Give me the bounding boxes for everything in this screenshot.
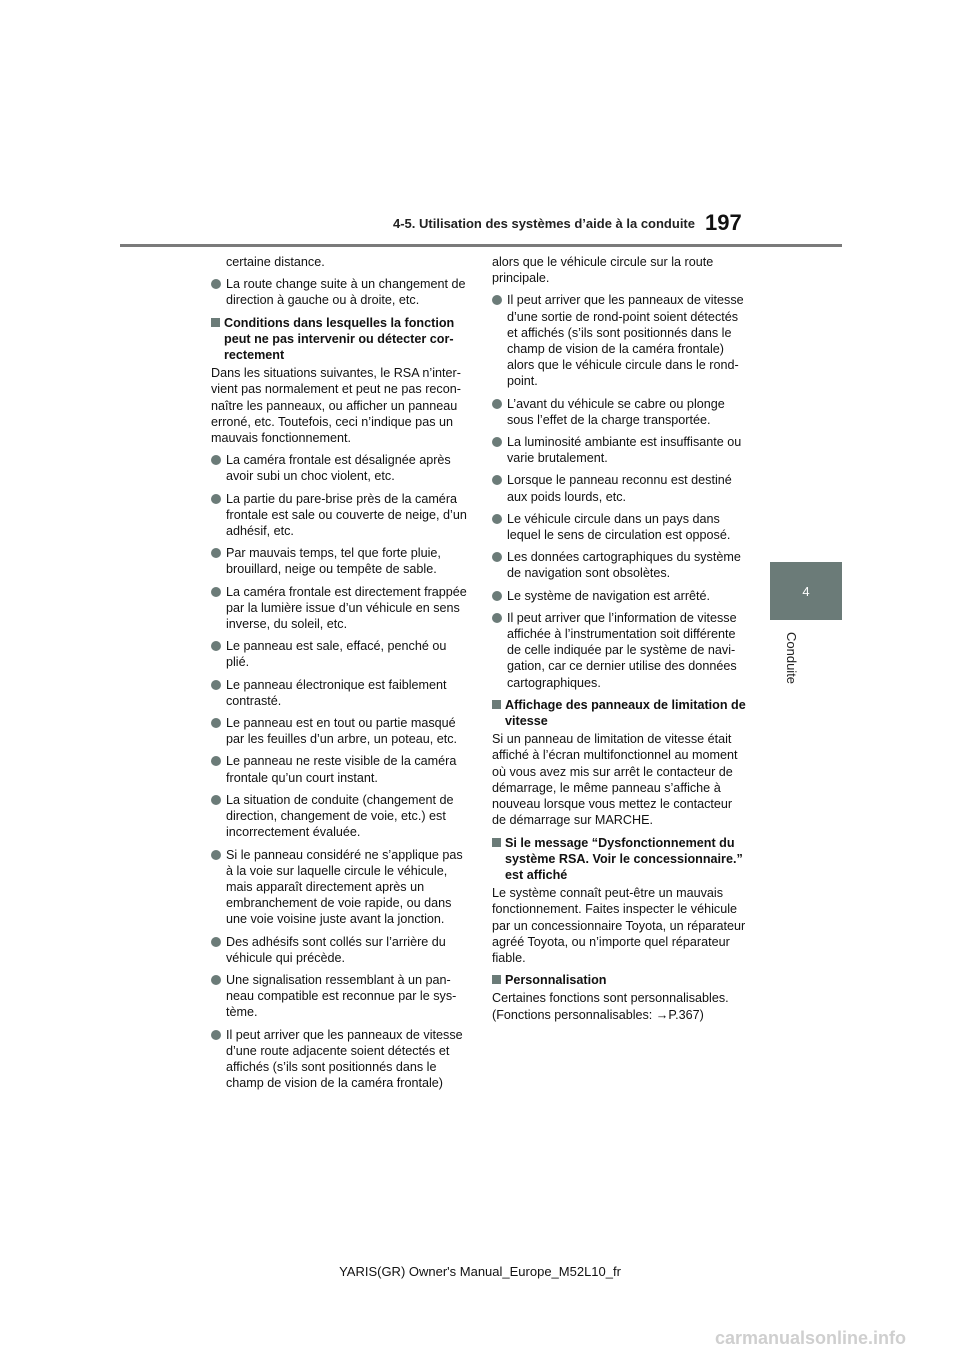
bullet-icon <box>492 475 502 485</box>
list-item: Le système de navigation est arrêté. <box>492 588 748 604</box>
list-item: Le véhicule circule dans un pays dans lequel le sens de circulation est opposé. <box>492 511 748 543</box>
bullet-icon <box>492 552 502 562</box>
list-item: Des adhésifs sont collés sur l’arrière du véhicule qui précède. <box>211 934 467 966</box>
list-item: La luminosité ambiante est insuffisante ou varie brutalement. <box>492 434 748 466</box>
bullet-icon <box>211 937 221 947</box>
list-item: La partie du pare-brise près de la caméra frontale est sale ou couverte de neige, d’un adhésif, etc. <box>211 491 467 540</box>
bullet-icon <box>211 587 221 597</box>
square-bullet-icon <box>492 700 501 709</box>
bullet-icon <box>211 494 221 504</box>
paragraph: Le système connaît peut-être un mauvais fonctionnement. Faites inspecter le véhicule par un concessionnaire Toyota, un réparateur agréé Toyota, ou n’importe quel réparateur fiable. <box>492 886 746 965</box>
section-heading: Personnalisation <box>492 972 748 988</box>
list-item: L’avant du véhicule se cabre ou plonge sous l’effet de la charge transportée. <box>492 396 748 428</box>
header-rule <box>120 244 842 247</box>
list-item: Une signalisation ressemblant à un pan- neau compatible est reconnue par le sys- tème. <box>211 972 467 1021</box>
continuation-text: alors que le véhicule circule sur la route principale. <box>492 255 714 286</box>
list-item: Les données cartographiques du système de navigation sont obsolètes. <box>492 549 748 581</box>
bullet-icon <box>211 680 221 690</box>
bullet-icon <box>211 1030 221 1040</box>
list-item: La route change suite à un changement de direction à gauche ou à droite, etc. <box>211 276 467 308</box>
list-item: La situation de conduite (changement de direction, changement de voie, etc.) est incorrectement évaluée. <box>211 792 467 841</box>
bullet-icon <box>492 613 502 623</box>
left-column <box>211 254 467 1097</box>
bullet-icon <box>211 975 221 985</box>
list-item: Il peut arriver que les panneaux de vitesse d’une sortie de rond-point soient détectés et affichés (s’ils sont positionnés dans le champ de vision de la caméra frontale) alors que le véhicule circule dans le rond- point. <box>492 292 748 389</box>
continuation-text: certaine distance. <box>226 255 325 269</box>
watermark: carmanualsonline.info <box>715 1328 907 1348</box>
chapter-label: Conduite <box>784 632 799 685</box>
list-item: Lorsque le panneau reconnu est destiné aux poids lourds, etc. <box>492 472 748 504</box>
list-item: La caméra frontale est directement frappée par la lumière issue d’un véhicule en sens inverse, du soleil, etc. <box>211 584 467 633</box>
square-bullet-icon <box>492 975 501 984</box>
list-item: La caméra frontale est désalignée après avoir subi un choc violent, etc. <box>211 452 467 484</box>
chapter-number: 4 <box>802 583 810 599</box>
section-heading: Si le message “Dysfonctionnement du système RSA. Voir le concessionnaire.” est affiché <box>492 835 748 884</box>
section-title: 4-5. Utilisation des systèmes d’aide à la conduite <box>393 216 695 231</box>
bullet-icon <box>211 795 221 805</box>
right-column <box>492 254 748 1029</box>
bullet-icon <box>492 399 502 409</box>
bullet-icon <box>492 295 502 305</box>
bullet-icon <box>211 756 221 766</box>
bullet-icon <box>211 279 221 289</box>
bullet-icon <box>492 437 502 447</box>
list-item: Le panneau électronique est faiblement contrasté. <box>211 677 467 709</box>
list-item: Par mauvais temps, tel que forte pluie, brouillard, neige ou tempête de sable. <box>211 545 467 577</box>
page-number: 197 <box>705 210 742 235</box>
list-item: Si le panneau considéré ne s’applique pas à la voie sur laquelle circule le véhicule, mais apparaît directement après un embranchement de voie rapide, ou dans une voie voisine juste avant la jonction. <box>211 847 467 928</box>
bullet-icon <box>492 591 502 601</box>
bullet-icon <box>211 455 221 465</box>
bullet-icon <box>211 548 221 558</box>
footer-manual-id: YARIS(GR) Owner's Manual_Europe_M52L10_fr <box>339 1264 621 1279</box>
list-item: Le panneau est sale, effacé, penché ou plié. <box>211 638 467 670</box>
list-item: Le panneau ne reste visible de la caméra frontale qu’un court instant. <box>211 753 467 785</box>
chapter-tab <box>770 562 842 620</box>
paragraph: Dans les situations suivantes, le RSA n’inter- vient pas normalement et peut ne pas recon- naître les panneaux, ou afficher un panneau erroné, etc. Toutefois, ceci n’indique pas un mauvais fonctionnement. <box>211 366 461 446</box>
bullet-icon <box>211 718 221 728</box>
list-item: Il peut arriver que les panneaux de vitesse d’une route adjacente soient détectés et affichés (s’ils sont positionnés dans le champ de vision de la caméra frontale) <box>211 1027 467 1092</box>
bullet-icon <box>211 850 221 860</box>
list-item: Le panneau est en tout ou partie masqué par les feuilles d’un arbre, un poteau, etc. <box>211 715 467 747</box>
section-heading: Conditions dans lesquelles la fonction peut ne pas intervenir ou détecter cor- rectement <box>211 315 467 364</box>
paragraph: Certaines fonctions sont personnalisables. (Fonctions personnalisables: →P.367) <box>492 991 729 1022</box>
bullet-icon <box>492 514 502 524</box>
bullet-icon <box>211 641 221 651</box>
square-bullet-icon <box>492 838 501 847</box>
square-bullet-icon <box>211 318 220 327</box>
list-item: Il peut arriver que l’information de vitesse affichée à l’instrumentation soit différente de celle indiquée par le système de navi- gation, car ce dernier utilise des données cartographiques. <box>492 610 748 691</box>
section-heading: Affichage des panneaux de limitation de vitesse <box>492 697 748 729</box>
paragraph: Si un panneau de limitation de vitesse était affiché à l’écran multifonctionnel au moment où vous avez mis sur arrêt le contacteur de démarrage, le même panneau s’affiche à nouveau lorsque vous mettez le contacteur de démarrage sur MARCHE. <box>492 732 738 828</box>
